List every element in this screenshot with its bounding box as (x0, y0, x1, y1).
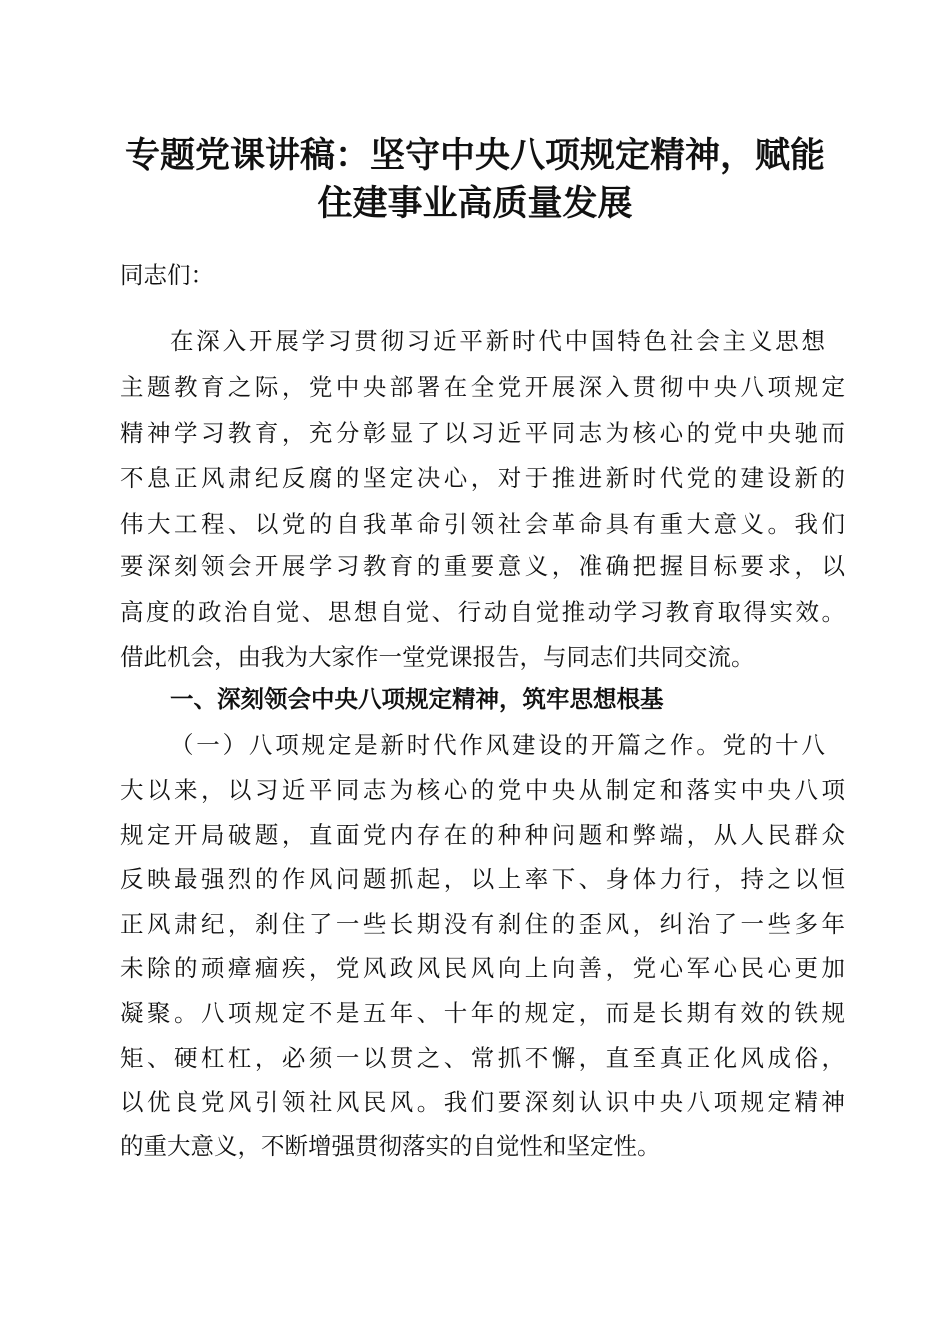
intro-paragraph-line: 在深入开展学习贯彻习近平新时代中国特色社会主义思想 (170, 327, 825, 355)
intro-paragraph-line: 不息正风肃纪反腐的坚定决心，对于推进新时代党的建设新的 (120, 464, 845, 492)
subsection-1-line: （一）八项规定是新时代作风建设的开篇之作。党的十八 (170, 731, 825, 759)
greeting: 同志们： (120, 261, 214, 289)
subsection-1-line: 大以来，以习近平同志为核心的党中央从制定和落实中央八项 (120, 776, 845, 804)
subsection-1-line: 矩、硬杠杠，必须一以贯之、常抓不懈，直至真正化风成俗， (120, 1044, 845, 1072)
subsection-1-line: 的重大意义，不断增强贯彻落实的自觉性和坚定性。 (120, 1132, 661, 1160)
subsection-1-line: 规定开局破题，直面党内存在的种种问题和弊端，从人民群众 (120, 821, 845, 849)
subsection-1-line: 反映最强烈的作风问题抓起，以上率下、身体力行，持之以恒 (120, 865, 845, 893)
intro-paragraph-line: 主题教育之际，党中央部署在全党开展深入贯彻中央八项规定 (120, 373, 845, 401)
subsection-1-line: 以优良党风引领社风民风。我们要深刻认识中央八项规定精神 (120, 1088, 845, 1116)
intro-paragraph-line: 借此机会，由我为大家作一堂党课报告，与同志们共同交流。 (120, 643, 755, 671)
subsection-1-line: 凝聚。八项规定不是五年、十年的规定，而是长期有效的铁规 (120, 999, 845, 1027)
intro-paragraph-line: 伟大工程、以党的自我革命引领社会革命具有重大意义。我们 (120, 510, 845, 538)
document-title-line-2: 住建事业高质量发展 (317, 183, 633, 224)
intro-paragraph-line: 要深刻领会开展学习教育的重要意义，准确把握目标要求，以 (120, 552, 845, 580)
intro-paragraph-line: 精神学习教育，充分彰显了以习近平同志为核心的党中央驰而 (120, 419, 845, 447)
intro-paragraph-line: 高度的政治自觉、思想自觉、行动自觉推动学习教育取得实效。 (120, 598, 845, 626)
subsection-1-line: 未除的顽瘴痼疾，党风政风民风向上向善，党心军心民心更加 (120, 954, 845, 982)
subsection-1-line: 正风肃纪，刹住了一些长期没有刹住的歪风，纠治了一些多年 (120, 910, 845, 938)
document-title-line-1: 专题党课讲稿：坚守中央八项规定精神，赋能 (124, 135, 825, 176)
section-heading-1: 一、深刻领会中央八项规定精神，筑牢思想根基 (170, 685, 664, 713)
